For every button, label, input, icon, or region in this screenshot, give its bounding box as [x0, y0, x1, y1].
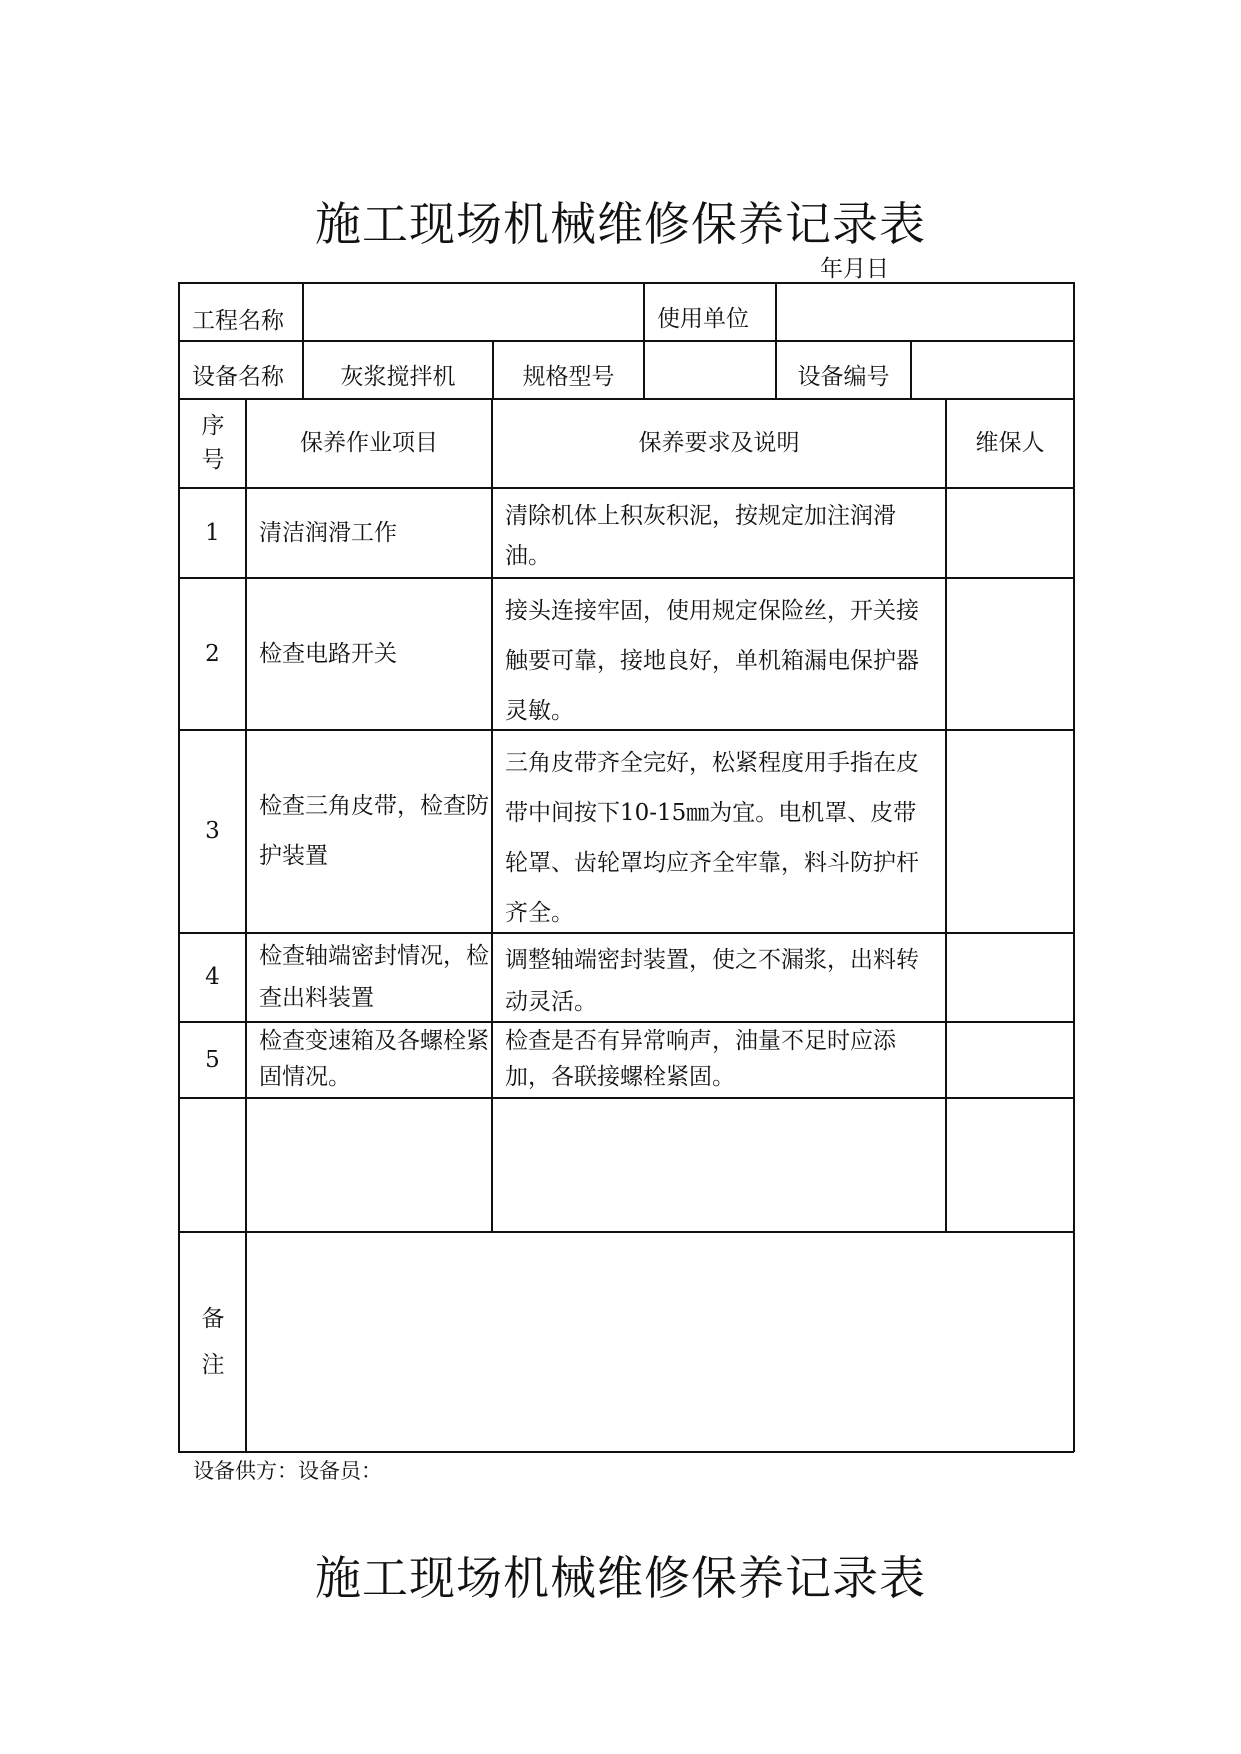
row-item: 检查变速箱及各螺栓紧固情况。 — [259, 1028, 489, 1090]
row-item: 检查轴端密封情况，检查出料装置 — [259, 943, 489, 1011]
equipment-no-label: 设备编号 — [797, 364, 890, 390]
row-no: 5 — [205, 1046, 220, 1073]
row-no: 2 — [205, 640, 220, 667]
date-label: 年月日 — [820, 256, 889, 282]
footer-signature-line: 设备供方：设备员： — [193, 1459, 382, 1483]
equipment-name-label: 设备名称 — [192, 364, 284, 390]
col-maintainer-header: 维保人 — [975, 429, 1045, 456]
project-name-label: 工程名称 — [192, 308, 284, 334]
row-requirement: 调整轴端密封装置，使之不漏浆，出料转动灵活。 — [505, 947, 919, 1015]
row-item: 清洁润滑工作 — [259, 519, 397, 546]
user-unit-label: 使用单位 — [657, 306, 749, 332]
table-row-empty — [180, 1098, 1073, 1231]
remarks-label: 备注 — [201, 1305, 225, 1378]
remarks-header — [180, 1232, 245, 1451]
row-requirement: 清除机体上积灰积泥，按规定加注润滑油。 — [505, 503, 896, 569]
row-item: 检查三角皮带，检查防护装置 — [259, 793, 489, 869]
row-requirement: 三角皮带齐全完好，松紧程度用手指在皮带中间按下10-15㎜为宜。电机罩、皮带轮罩、齿轮罩均应齐全牢靠，料斗防护杆齐全。 — [505, 750, 919, 926]
remarks-field[interactable] — [247, 1232, 1073, 1451]
col-item-header: 保养作业项目 — [300, 429, 438, 456]
row-no: 4 — [205, 964, 220, 990]
row-requirement: 接头连接牢固，使用规定保险丝，开关接触要可靠，接地良好，单机箱漏电保护器灵敏。 — [505, 598, 919, 724]
col-seq-header — [180, 398, 245, 487]
row-item: 检查电路开关 — [259, 640, 397, 667]
row-no: 1 — [205, 519, 220, 546]
page-title: 施工现场机械维修保养记录表 — [315, 197, 926, 251]
second-page-title: 施工现场机械维修保养记录表 — [315, 1551, 926, 1605]
col-seq-label: 序号 — [201, 412, 225, 473]
model-label: 规格型号 — [522, 364, 615, 390]
equipment-name-value: 灰浆搅拌机 — [340, 364, 456, 390]
row-requirement: 检查是否有异常响声，油量不足时应添加，各联接螺栓紧固。 — [505, 1028, 896, 1090]
row-no: 3 — [205, 818, 220, 844]
col-requirement-header: 保养要求及说明 — [638, 429, 800, 456]
